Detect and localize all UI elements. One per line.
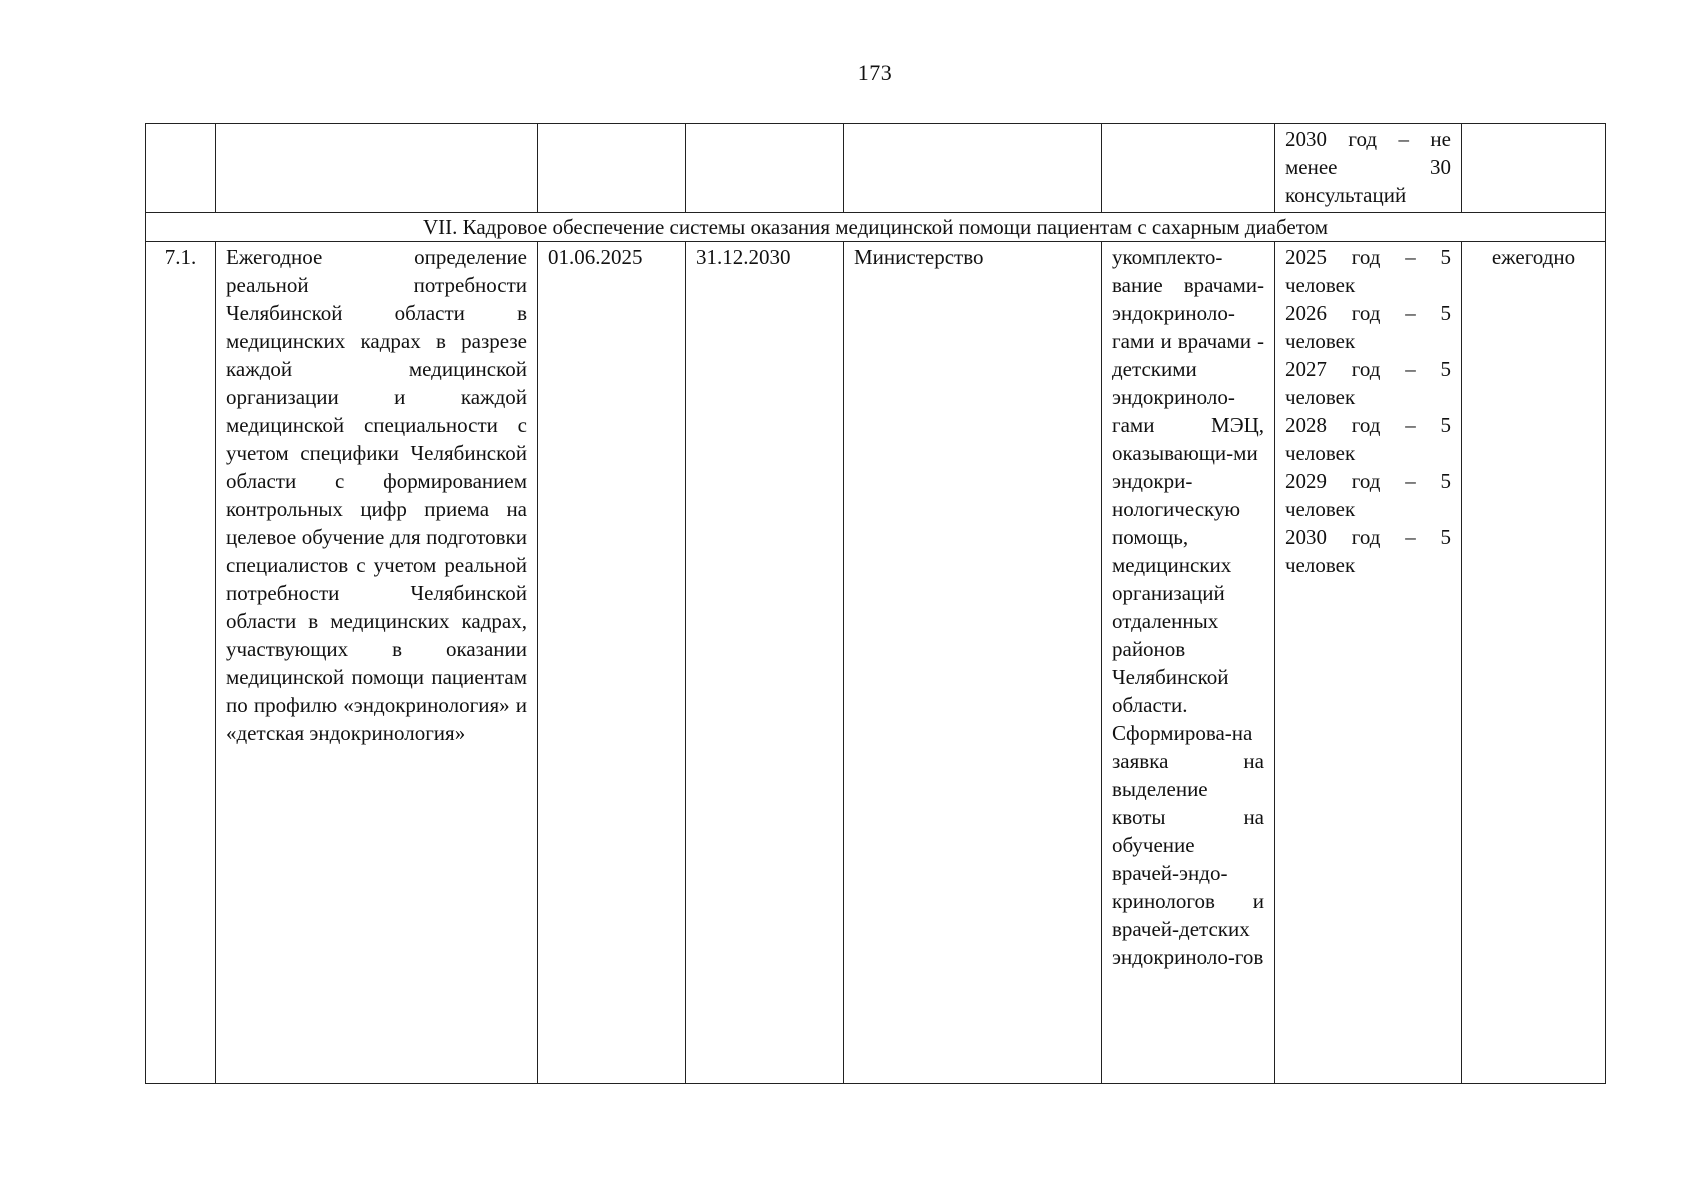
cell-responsible-empty <box>844 124 1102 213</box>
table-row <box>146 242 1606 1084</box>
cell-end-empty <box>686 124 844 213</box>
table-row-continuation <box>146 124 1606 213</box>
cell-frequency-empty <box>1462 124 1606 213</box>
section-title: VII. Кадровое обеспечение системы оказания медицинской помощи пациентам с сахарным диабетом <box>146 213 1606 242</box>
indicator-2029: 2029 год – 5 человек <box>1285 469 1451 521</box>
row-number: 7.1. <box>146 242 216 1084</box>
cell-result-empty <box>1102 124 1275 213</box>
row-responsible: Министерство <box>844 242 1102 1084</box>
indicator-2030: 2030 год – 5 человек <box>1285 525 1451 577</box>
row-frequency: ежегодно <box>1462 242 1606 1084</box>
row-indicators <box>1275 242 1462 1084</box>
cell-description-empty <box>216 124 538 213</box>
indicator-2028: 2028 год – 5 человек <box>1285 413 1451 465</box>
cell-number-empty <box>146 124 216 213</box>
row-start-date: 01.06.2025 <box>538 242 686 1084</box>
indicator-2026: 2026 год – 5 человек <box>1285 301 1451 353</box>
indicator-2025: 2025 год – 5 человек <box>1285 245 1451 297</box>
page-number: 173 <box>857 60 893 85</box>
row-result: укомплекто-вание врачами-эндокриноло-гами и врачами - детскими эндокриноло-гами МЭЦ, оказывающи-ми эндокри-нологическую помощь, медицинских организаций отдаленных районов Челябинской области. Сформирова-на заявка на выделение квоты на обучение врачей-эндо-кринологов и врачей-детских эндокриноло-гов <box>1102 242 1275 1084</box>
row-end-date: 31.12.2030 <box>686 242 844 1084</box>
cell-start-empty <box>538 124 686 213</box>
row-description: Ежегодное определение реальной потребности Челябинской области в медицинских кадрах в разрезе каждой медицинской организации и каждой медицинской специальности с учетом специфики Челябинской области с формированием контрольных цифр приема на целевое обучение для подготовки специалистов с учетом реальной потребности Челябинской области в медицинских кадрах, участвующих в оказании медицинской помощи пациентам по профилю «эндокринология» и «детская эндокринология» <box>216 242 538 1084</box>
cell-indicator-continuation: 2030 год – не менее 30 консультаций <box>1275 124 1462 213</box>
section-header-row <box>146 213 1606 242</box>
indicator-2027: 2027 год – 5 человек <box>1285 357 1451 409</box>
measures-table <box>145 123 1606 1084</box>
